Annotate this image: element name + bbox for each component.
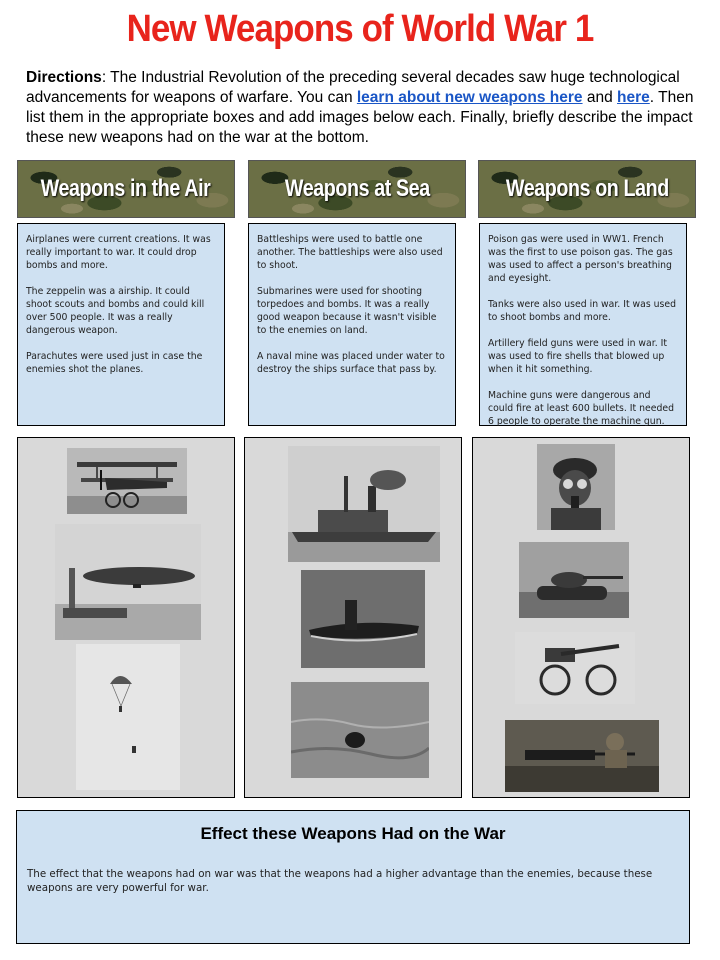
gas-mask-photo[interactable] xyxy=(537,444,615,530)
sea-banner xyxy=(248,160,466,218)
parachute-image xyxy=(76,644,180,790)
weapons-link-1[interactable]: learn about new weapons here xyxy=(356,89,583,106)
land-banner-label: Weapons on Land xyxy=(505,175,669,202)
naval-mine-image xyxy=(291,682,429,778)
directions xyxy=(26,68,696,148)
battleship-photo[interactable] xyxy=(288,446,440,562)
battleship-image xyxy=(288,446,440,562)
land-banner xyxy=(478,160,696,218)
sea-paragraph: Battleships were used to battle one another. The battleships were also used to shoot. xyxy=(257,234,443,271)
sea-paragraph: A naval mine was placed under water to destroy the ships surface that pass by. xyxy=(257,351,445,375)
biplane-image xyxy=(67,448,187,514)
page-title: New Weapons of World War 1 xyxy=(126,8,594,50)
naval-mine-photo[interactable] xyxy=(291,682,429,778)
directions-text-1: : The Industrial Revolution of the preceding several decades saw huge technological advancements for weapons of warfare. You can xyxy=(26,69,680,106)
sea-image-panel xyxy=(244,437,462,798)
directions-label: Directions xyxy=(26,69,102,86)
air-image-panel xyxy=(17,437,235,798)
zeppelin-image xyxy=(55,524,201,640)
biplane-photo[interactable] xyxy=(67,448,187,514)
effect-box[interactable] xyxy=(16,810,690,944)
machine-gun-photo[interactable] xyxy=(505,720,659,792)
submarine-image xyxy=(301,570,425,668)
machine-gun-image xyxy=(505,720,659,792)
gas-mask-image xyxy=(537,444,615,530)
land-image-panel xyxy=(472,437,690,798)
land-paragraph: Tanks were also used in war. It was used to shoot bombs and more. xyxy=(488,299,677,323)
land-paragraph: Artillery field guns were used in war. It was used to fire shells that blowed up when it hit something. xyxy=(488,338,668,375)
directions-text-3: . Then list them in the appropriate boxes and add images below each. Finally, briefly describe the impact these new weapons had on the war at the bottom. xyxy=(26,89,694,146)
submarine-photo[interactable] xyxy=(301,570,425,668)
sea-banner-label: Weapons at Sea xyxy=(284,175,430,202)
air-banner-label: Weapons in the Air xyxy=(41,175,211,202)
weapons-link-2[interactable]: here xyxy=(617,89,650,106)
air-banner xyxy=(17,160,235,218)
tank-photo[interactable] xyxy=(519,542,629,618)
artillery-image xyxy=(515,632,635,704)
effect-text: The effect that the weapons had on war was that the weapons had a higher advantage than the enemies, because these weapons are very powerful for war. xyxy=(27,868,653,894)
effect-title: Effect these Weapons Had on the War xyxy=(200,824,506,843)
zeppelin-photo[interactable] xyxy=(55,524,201,640)
tank-image xyxy=(519,542,629,618)
air-paragraph: Parachutes were used just in case the enemies shot the planes. xyxy=(26,351,203,375)
sea-text-box[interactable] xyxy=(248,223,456,426)
air-text-box[interactable] xyxy=(17,223,225,426)
air-paragraph: The zeppelin was a airship. It could shoot scouts and bombs and could kill over 500 people. It was a really dangerous weapon. xyxy=(26,286,205,336)
land-paragraph: Poison gas were used in WW1. French was the first to use poison gas. The gas was used to affect a person's breathing and eyesight. xyxy=(488,234,673,284)
land-text-box[interactable] xyxy=(479,223,687,426)
artillery-photo[interactable] xyxy=(515,632,635,704)
air-paragraph: Airplanes were current creations. It was really important to war. It could drop bombs and more. xyxy=(26,234,211,271)
land-paragraph: Machine guns were dangerous and could fire at least 600 bullets. It needed 6 people to operate the machine gun. xyxy=(488,390,674,427)
directions-text-2: and xyxy=(582,89,618,106)
sea-paragraph: Submarines were used for shooting torpedoes and bombs. It was a really good weapon because it wasn't visible to the enemies on land. xyxy=(257,286,437,336)
parachute-photo[interactable] xyxy=(76,644,180,790)
